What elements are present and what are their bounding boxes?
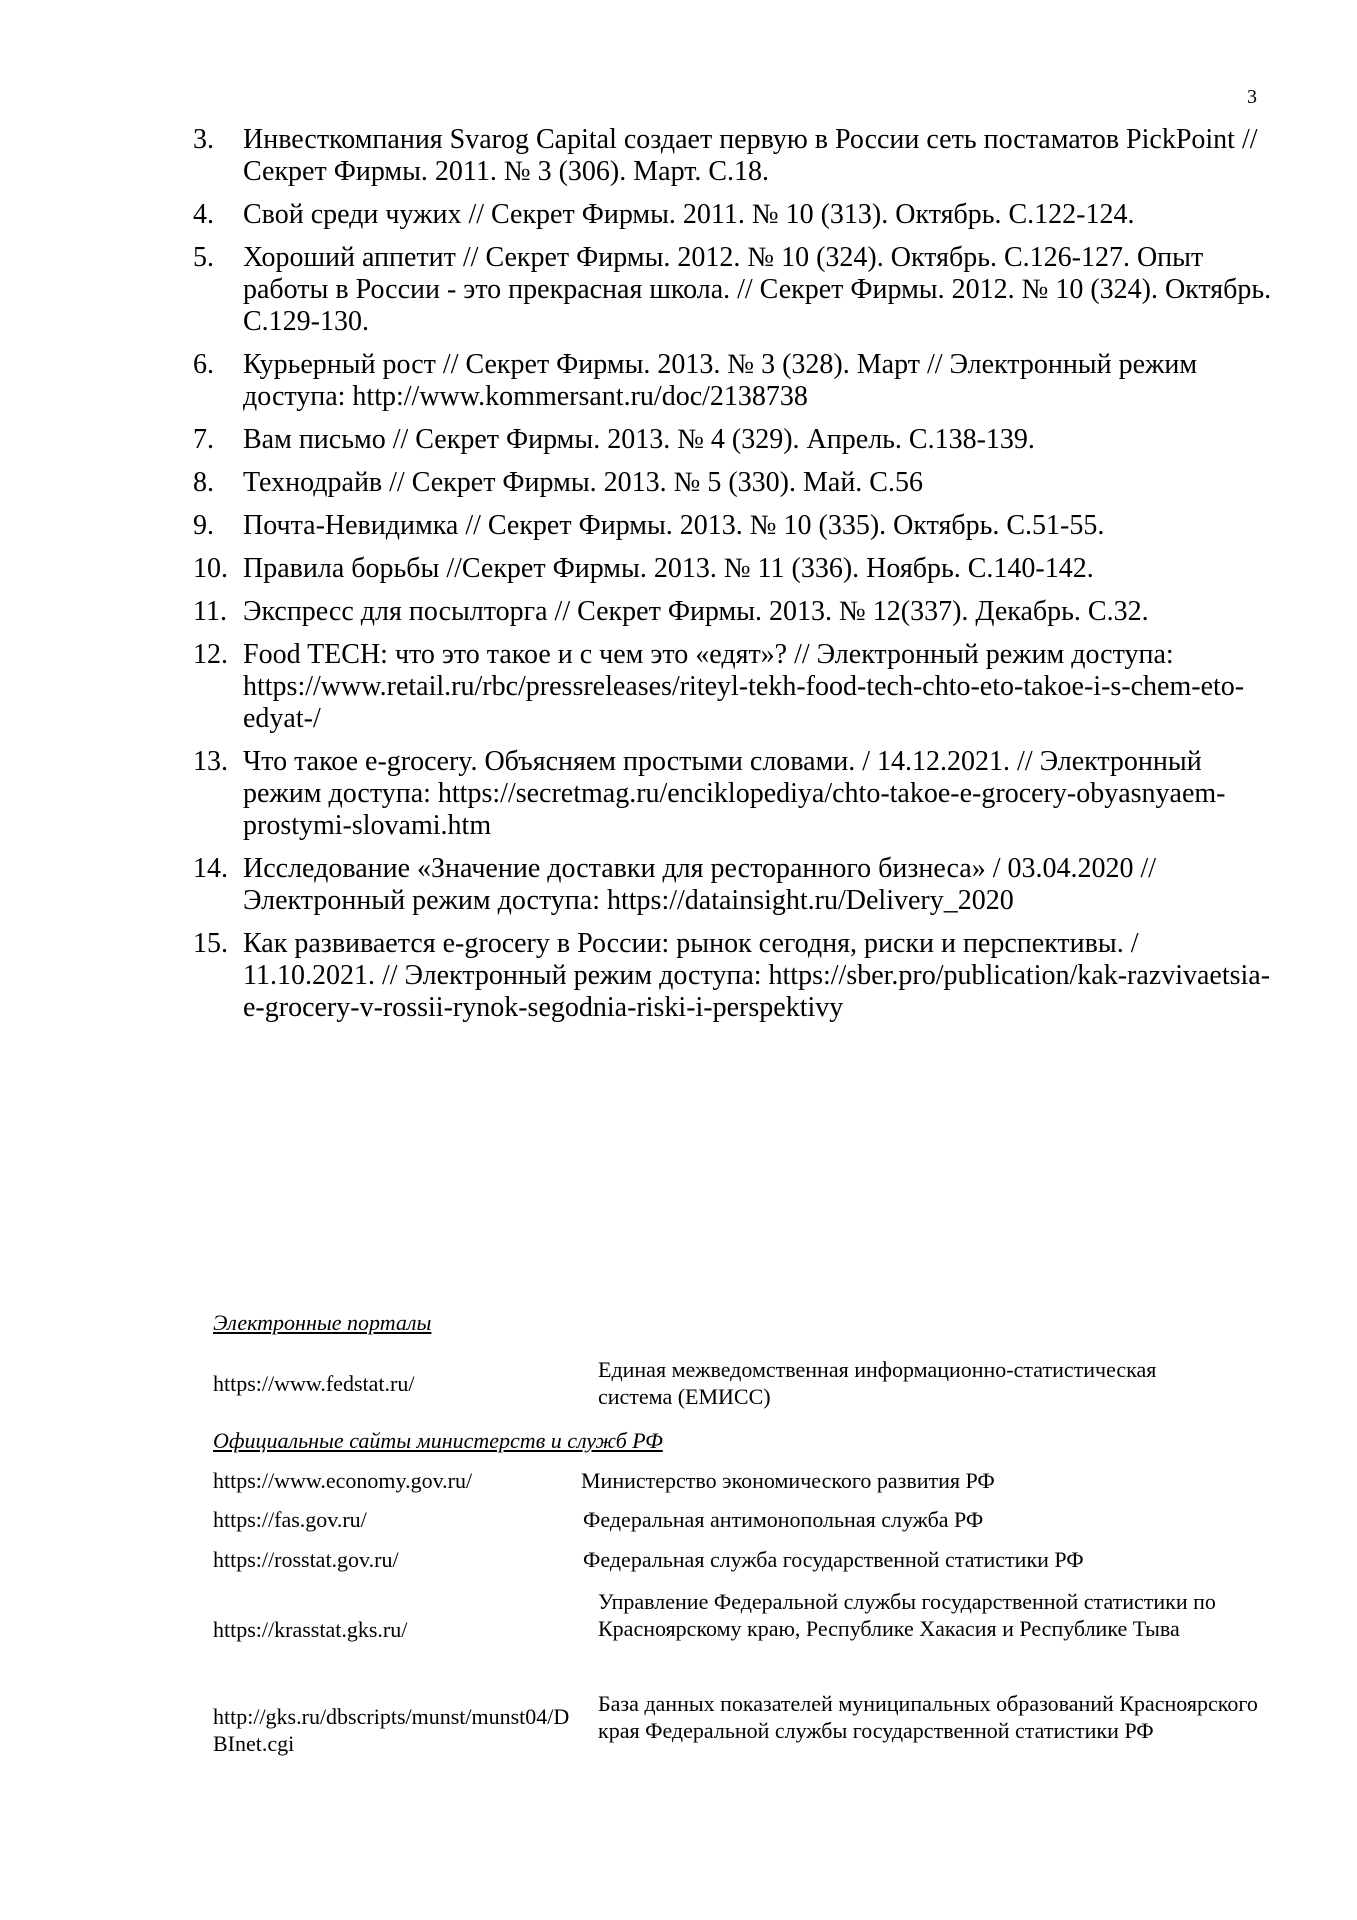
reference-item: [193, 510, 1273, 542]
reference-number: 12.: [193, 639, 228, 670]
ministry-url[interactable]: http://gks.ru/dbscripts/munst/munst04/DBInet.cgi: [213, 1704, 570, 1756]
reference-item: [193, 424, 1273, 456]
ministry-description: Управление Федеральной службы государственной статистики по Красноярскому краю, Республике Хакасия и Республике Тыва: [598, 1589, 1216, 1641]
ministry-url[interactable]: https://www.economy.gov.ru/: [213, 1468, 473, 1493]
reference-text: Food TECH: что это такое и с чем это «едят»? // Электронный режим доступа: https://www.retail.ru/rbc/pressreleases/riteyl-tekh-food-tech-chto-eto-takoe-i-s-chem-eto-edyat-/: [243, 639, 1245, 734]
reference-number: 11.: [193, 596, 227, 627]
reference-text: Почта-Невидимка // Секрет Фирмы. 2013. № 10 (335). Октябрь. С.51-55.: [243, 510, 1105, 541]
reference-text: Свой среди чужих // Секрет Фирмы. 2011. № 10 (313). Октябрь. С.122-124.: [243, 199, 1135, 230]
reference-number: 15.: [193, 928, 228, 959]
reference-item: [193, 596, 1273, 628]
reference-item: [193, 467, 1273, 499]
page-number: 3: [1247, 86, 1257, 108]
reference-item: [193, 853, 1273, 917]
reference-text: Экспресс для посылторга // Секрет Фирмы. 2013. № 12(337). Декабрь. С.32.: [243, 596, 1149, 627]
section-title-portals: Электронные порталы: [213, 1310, 432, 1335]
ministry-row: [213, 1588, 1273, 1672]
section-title-ministries: Официальные сайты министерств и служб РФ: [213, 1428, 663, 1453]
ministry-url[interactable]: https://rosstat.gov.ru/: [213, 1547, 399, 1572]
portal-url[interactable]: https://www.fedstat.ru/: [213, 1371, 415, 1396]
reference-number: 6.: [193, 349, 214, 380]
reference-number: 9.: [193, 510, 214, 541]
reference-number: 4.: [193, 199, 214, 230]
reference-number: 10.: [193, 553, 228, 584]
reference-number: 14.: [193, 853, 228, 884]
ministry-description: Федеральная антимонопольная служба РФ: [583, 1507, 984, 1532]
ministry-row: [213, 1690, 1273, 1774]
reference-item: [193, 199, 1273, 231]
reference-item: [193, 746, 1273, 842]
ministry-url[interactable]: https://krasstat.gks.ru/: [213, 1617, 408, 1642]
ministry-description: Министерство экономического развития РФ: [581, 1468, 995, 1493]
ministry-url[interactable]: https://fas.gov.ru/: [213, 1507, 367, 1532]
reference-number: 13.: [193, 746, 228, 777]
ministry-description: База данных показателей муниципальных образований Красноярского края Федеральной службы государственной статистики РФ: [598, 1691, 1258, 1743]
reference-text: Курьерный рост // Секрет Фирмы. 2013. № 3 (328). Март // Электронный режим доступа: http://www.kommersant.ru/doc/2138738: [243, 349, 1198, 412]
reference-text: Инвесткомпания Svarog Capital создает первую в России сеть постаматов PickPoint // Секрет Фирмы. 2011. № 3 (306). Март. С.18.: [243, 124, 1258, 187]
reference-item: [193, 553, 1273, 585]
portal-description: Единая межведомственная информационно-статистическая система (ЕМИСС): [598, 1357, 1157, 1409]
reference-item: [193, 124, 1273, 188]
reference-number: 3.: [193, 124, 214, 155]
reference-item: [193, 639, 1273, 735]
ministry-description: Федеральная служба государственной статистики РФ: [583, 1547, 1084, 1572]
reference-text: Исследование «Значение доставки для ресторанного бизнеса» / 03.04.2020 // Электронный режим доступа: https://datainsight.ru/Delivery_2020: [243, 853, 1157, 916]
portal-row: [213, 1356, 1273, 1412]
reference-text: Вам письмо // Секрет Фирмы. 2013. № 4 (329). Апрель. С.138-139.: [243, 424, 1035, 455]
reference-item: [193, 928, 1273, 1024]
reference-number: 8.: [193, 467, 214, 498]
reference-text: Правила борьбы //Секрет Фирмы. 2013. № 11 (336). Ноябрь. С.140-142.: [243, 553, 1094, 584]
reference-number: 7.: [193, 424, 214, 455]
reference-text: Хороший аппетит // Секрет Фирмы. 2012. № 10 (324). Октябрь. С.126-127. Опыт работы в России - это прекрасная школа. // Секрет Фирмы. 2012. № 10 (324). Октябрь. С.129-130.: [243, 242, 1272, 337]
reference-item: [193, 242, 1273, 338]
reference-text: Что такое e-grocery. Объясняем простыми словами. / 14.12.2021. // Электронный режим доступа: https://secretmag.ru/enciklopediya/chto-takoe-e-grocery-obyasnyaem-prostymi-slovami.htm: [243, 746, 1226, 841]
reference-list: [193, 124, 1273, 1035]
reference-text: Как развивается e-grocery в России: рынок сегодня, риски и перспективы. / 11.10.2021. // Электронный режим доступа: https://sber.pro/publication/kak-razvivaetsia-e-grocery-v-rossii-rynok-segodnia-riski-i-perspektivy: [243, 928, 1271, 1023]
reference-text: Технодрайв // Секрет Фирмы. 2013. № 5 (330). Май. С.56: [243, 467, 923, 498]
reference-number: 5.: [193, 242, 214, 273]
reference-item: [193, 349, 1273, 413]
